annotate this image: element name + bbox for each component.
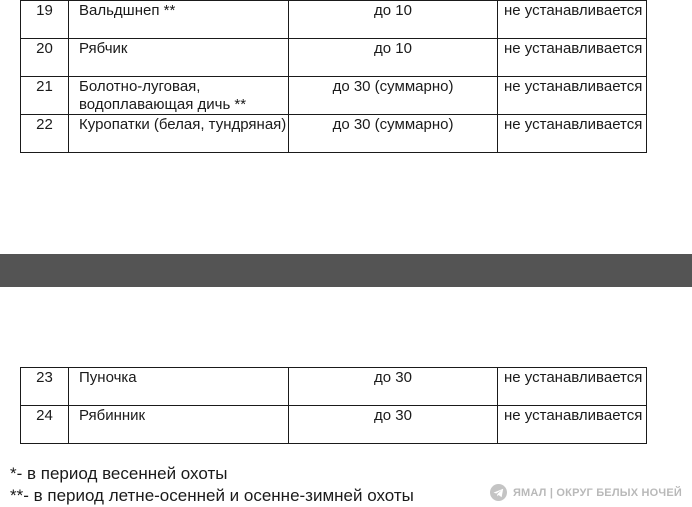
row-number: 23 xyxy=(21,368,69,406)
species-name: Рябинник xyxy=(69,406,289,444)
quota: до 10 xyxy=(289,39,498,77)
footnote-spring: *- в период весенней охоты xyxy=(10,464,228,483)
quota: до 30 xyxy=(289,406,498,444)
quota: до 30 (суммарно) xyxy=(289,77,498,115)
watermark xyxy=(490,484,682,501)
quota: до 30 (суммарно) xyxy=(289,115,498,153)
page-break-bar xyxy=(0,254,692,287)
species-name: Пуночка xyxy=(69,368,289,406)
footnotes xyxy=(10,463,414,507)
watermark-text: ЯМАЛ | ОКРУГ БЕЛЫХ НОЧЕЙ xyxy=(512,486,682,499)
row-number: 22 xyxy=(21,115,69,153)
season-limit: не устанавливается xyxy=(498,368,647,406)
season-limit: не устанавливается xyxy=(498,406,647,444)
row-number: 19 xyxy=(21,1,69,39)
telegram-icon xyxy=(490,484,507,501)
quota: до 30 xyxy=(289,368,498,406)
table-row xyxy=(21,115,647,153)
season-limit: не устанавливается xyxy=(498,39,647,77)
season-limit: не устанавливается xyxy=(498,115,647,153)
species-name: Болотно-луговая, водоплавающая дичь ** xyxy=(69,77,289,115)
season-limit: не устанавливается xyxy=(498,77,647,115)
row-number: 20 xyxy=(21,39,69,77)
row-number: 24 xyxy=(21,406,69,444)
table-row xyxy=(21,77,647,115)
species-name: Куропатки (белая, тундряная) xyxy=(69,115,289,153)
table-row xyxy=(21,406,647,444)
table-row xyxy=(21,1,647,39)
table-row xyxy=(21,368,647,406)
species-name: Вальдшнеп ** xyxy=(69,1,289,39)
table-row xyxy=(21,39,647,77)
row-number: 21 xyxy=(21,77,69,115)
hunting-limits-table-bottom xyxy=(20,367,647,444)
footnote-summer-autumn: **- в период летне-осенней и осенне-зимней охоты xyxy=(10,486,414,505)
quota: до 10 xyxy=(289,1,498,39)
season-limit: не устанавливается xyxy=(498,1,647,39)
species-name: Рябчик xyxy=(69,39,289,77)
hunting-limits-table-top xyxy=(20,0,647,153)
